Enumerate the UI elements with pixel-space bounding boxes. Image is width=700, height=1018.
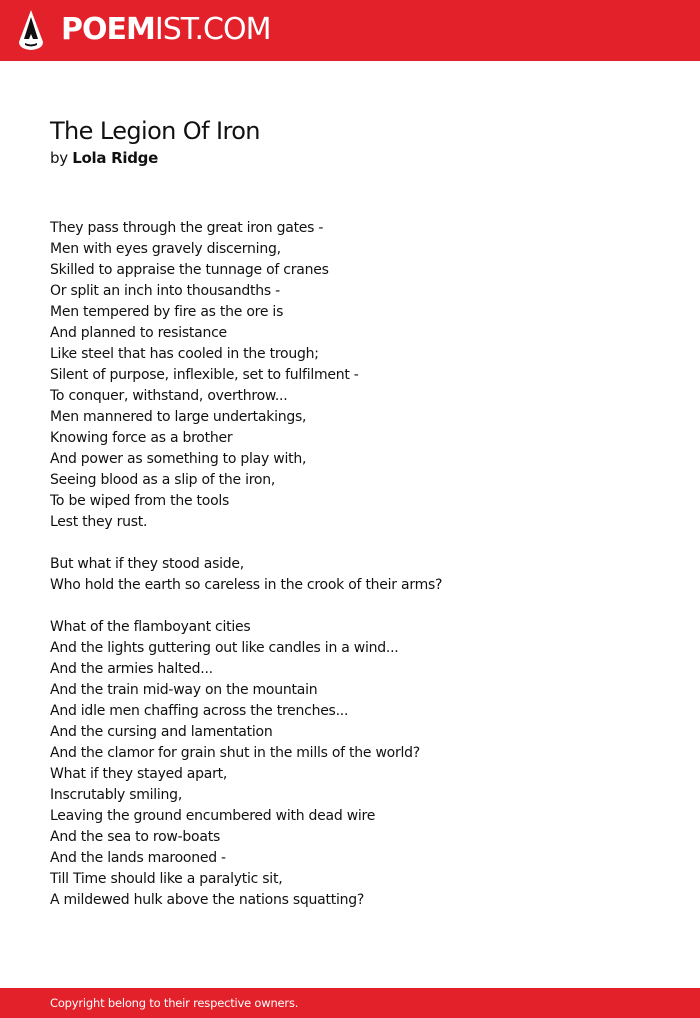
byline	[50, 148, 158, 169]
poem-line: Leaving the ground encumbered with dead wire	[50, 808, 376, 824]
poem-line: A mildewed hulk above the nations squatting?	[50, 892, 365, 908]
poem-line: And the sea to row-boats	[50, 829, 220, 845]
poem-line: And the train mid-way on the mountain	[50, 682, 318, 698]
poem-line: Knowing force as a brother	[50, 430, 233, 446]
poem-line: To conquer, withstand, overthrow...	[50, 388, 288, 404]
poem-line: And the cursing and lamentation	[50, 724, 273, 740]
site-logo[interactable]	[61, 12, 270, 48]
poem-line: And the clamor for grain shut in the mills of the world?	[50, 745, 420, 761]
poem-line: And the lands marooned -	[50, 850, 226, 866]
stanza-break	[50, 596, 670, 617]
poem-line: To be wiped from the tools	[50, 493, 230, 509]
poem-line: Silent of purpose, inflexible, set to fulfilment -	[50, 367, 359, 383]
poem-line: Inscrutably smiling,	[50, 787, 183, 803]
poem-line: And idle men chaffing across the trenches...	[50, 703, 349, 719]
poem-title: The Legion Of Iron	[50, 117, 260, 145]
author-name: Lola Ridge	[72, 149, 158, 167]
poem-line: Who hold the earth so careless in the crook of their arms?	[50, 577, 443, 593]
poem-line: But what if they stood aside,	[50, 556, 244, 572]
poem-line: Like steel that has cooled in the trough;	[50, 346, 319, 362]
poem-line: Men with eyes gravely discerning,	[50, 241, 281, 257]
poem-line: Lest they rust.	[50, 514, 148, 530]
logo-bold-text: POEM	[61, 12, 155, 47]
poem-body	[50, 218, 670, 911]
poem-line: What if they stayed apart,	[50, 766, 228, 782]
copyright-text: Copyright belong to their respective owners.	[50, 996, 299, 1010]
poem-line: And planned to resistance	[50, 325, 227, 341]
poem-line: Till Time should like a paralytic sit,	[50, 871, 283, 887]
logo-light-text: IST.COM	[154, 12, 271, 47]
site-footer	[0, 988, 700, 1018]
poem-line: Men tempered by fire as the ore is	[50, 304, 284, 320]
poem-line: Seeing blood as a slip of the iron,	[50, 472, 276, 488]
poem-line: Men mannered to large undertakings,	[50, 409, 307, 425]
poem-line: And the lights guttering out like candles in a wind...	[50, 640, 399, 656]
pencil-tip-icon[interactable]	[17, 9, 45, 51]
poem-line: And power as something to play with,	[50, 451, 307, 467]
poem-line: Or split an inch into thousandths -	[50, 283, 280, 299]
by-label: by	[50, 149, 68, 167]
poem-line: Skilled to appraise the tunnage of cranes	[50, 262, 329, 278]
poem-line: They pass through the great iron gates -	[50, 220, 324, 236]
site-header	[0, 0, 700, 61]
poem-line: What of the flamboyant cities	[50, 619, 251, 635]
poem-line: And the armies halted...	[50, 661, 213, 677]
stanza-break	[50, 533, 670, 554]
